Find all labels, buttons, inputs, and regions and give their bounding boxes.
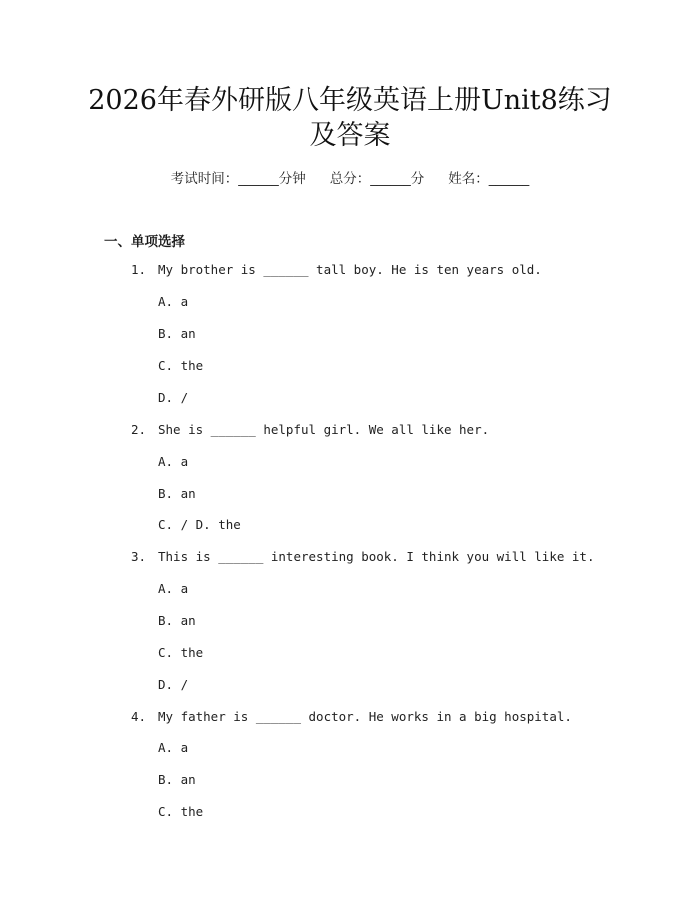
answer-option: A. a — [158, 740, 189, 755]
question-text: My father is ______ doctor. He works in a big hospital. — [158, 709, 572, 724]
answer-option: A. a — [158, 454, 189, 469]
answer-option: A. a — [158, 581, 189, 596]
answer-option: A. a — [158, 294, 189, 309]
answer-option: B. an — [158, 486, 196, 501]
answer-option: C. / D. the — [158, 517, 241, 532]
document-title-line-1: 2026年春外研版八年级英语上册Unit8练习 — [88, 85, 612, 116]
answer-option: C. the — [158, 645, 204, 660]
section-heading: 一、单项选择 — [104, 234, 185, 250]
question-text: This is ______ interesting book. I think you will like it. — [158, 549, 595, 564]
question-number: 2. — [131, 422, 147, 437]
exam-meta — [0, 167, 700, 187]
question-number: 3. — [131, 549, 147, 564]
total-score-label: 总分：______分 — [329, 171, 425, 187]
student-name-label: 姓名：______ — [448, 171, 530, 187]
question-number: 4. — [131, 709, 147, 724]
answer-option: B. an — [158, 326, 196, 341]
question-text: She is ______ helpful girl. We all like her. — [158, 422, 490, 437]
document-title-line-2: 及答案 — [309, 120, 391, 151]
question-text: My brother is ______ tall boy. He is ten years old. — [158, 262, 542, 277]
answer-option: B. an — [158, 613, 196, 628]
answer-option: D. / — [158, 390, 189, 405]
answer-option: C. the — [158, 804, 204, 819]
answer-option: D. / — [158, 677, 189, 692]
exam-time-label: 考试时间：______分钟 — [170, 171, 306, 187]
question-number: 1. — [131, 262, 147, 277]
answer-option: C. the — [158, 358, 204, 373]
answer-option: B. an — [158, 772, 196, 787]
